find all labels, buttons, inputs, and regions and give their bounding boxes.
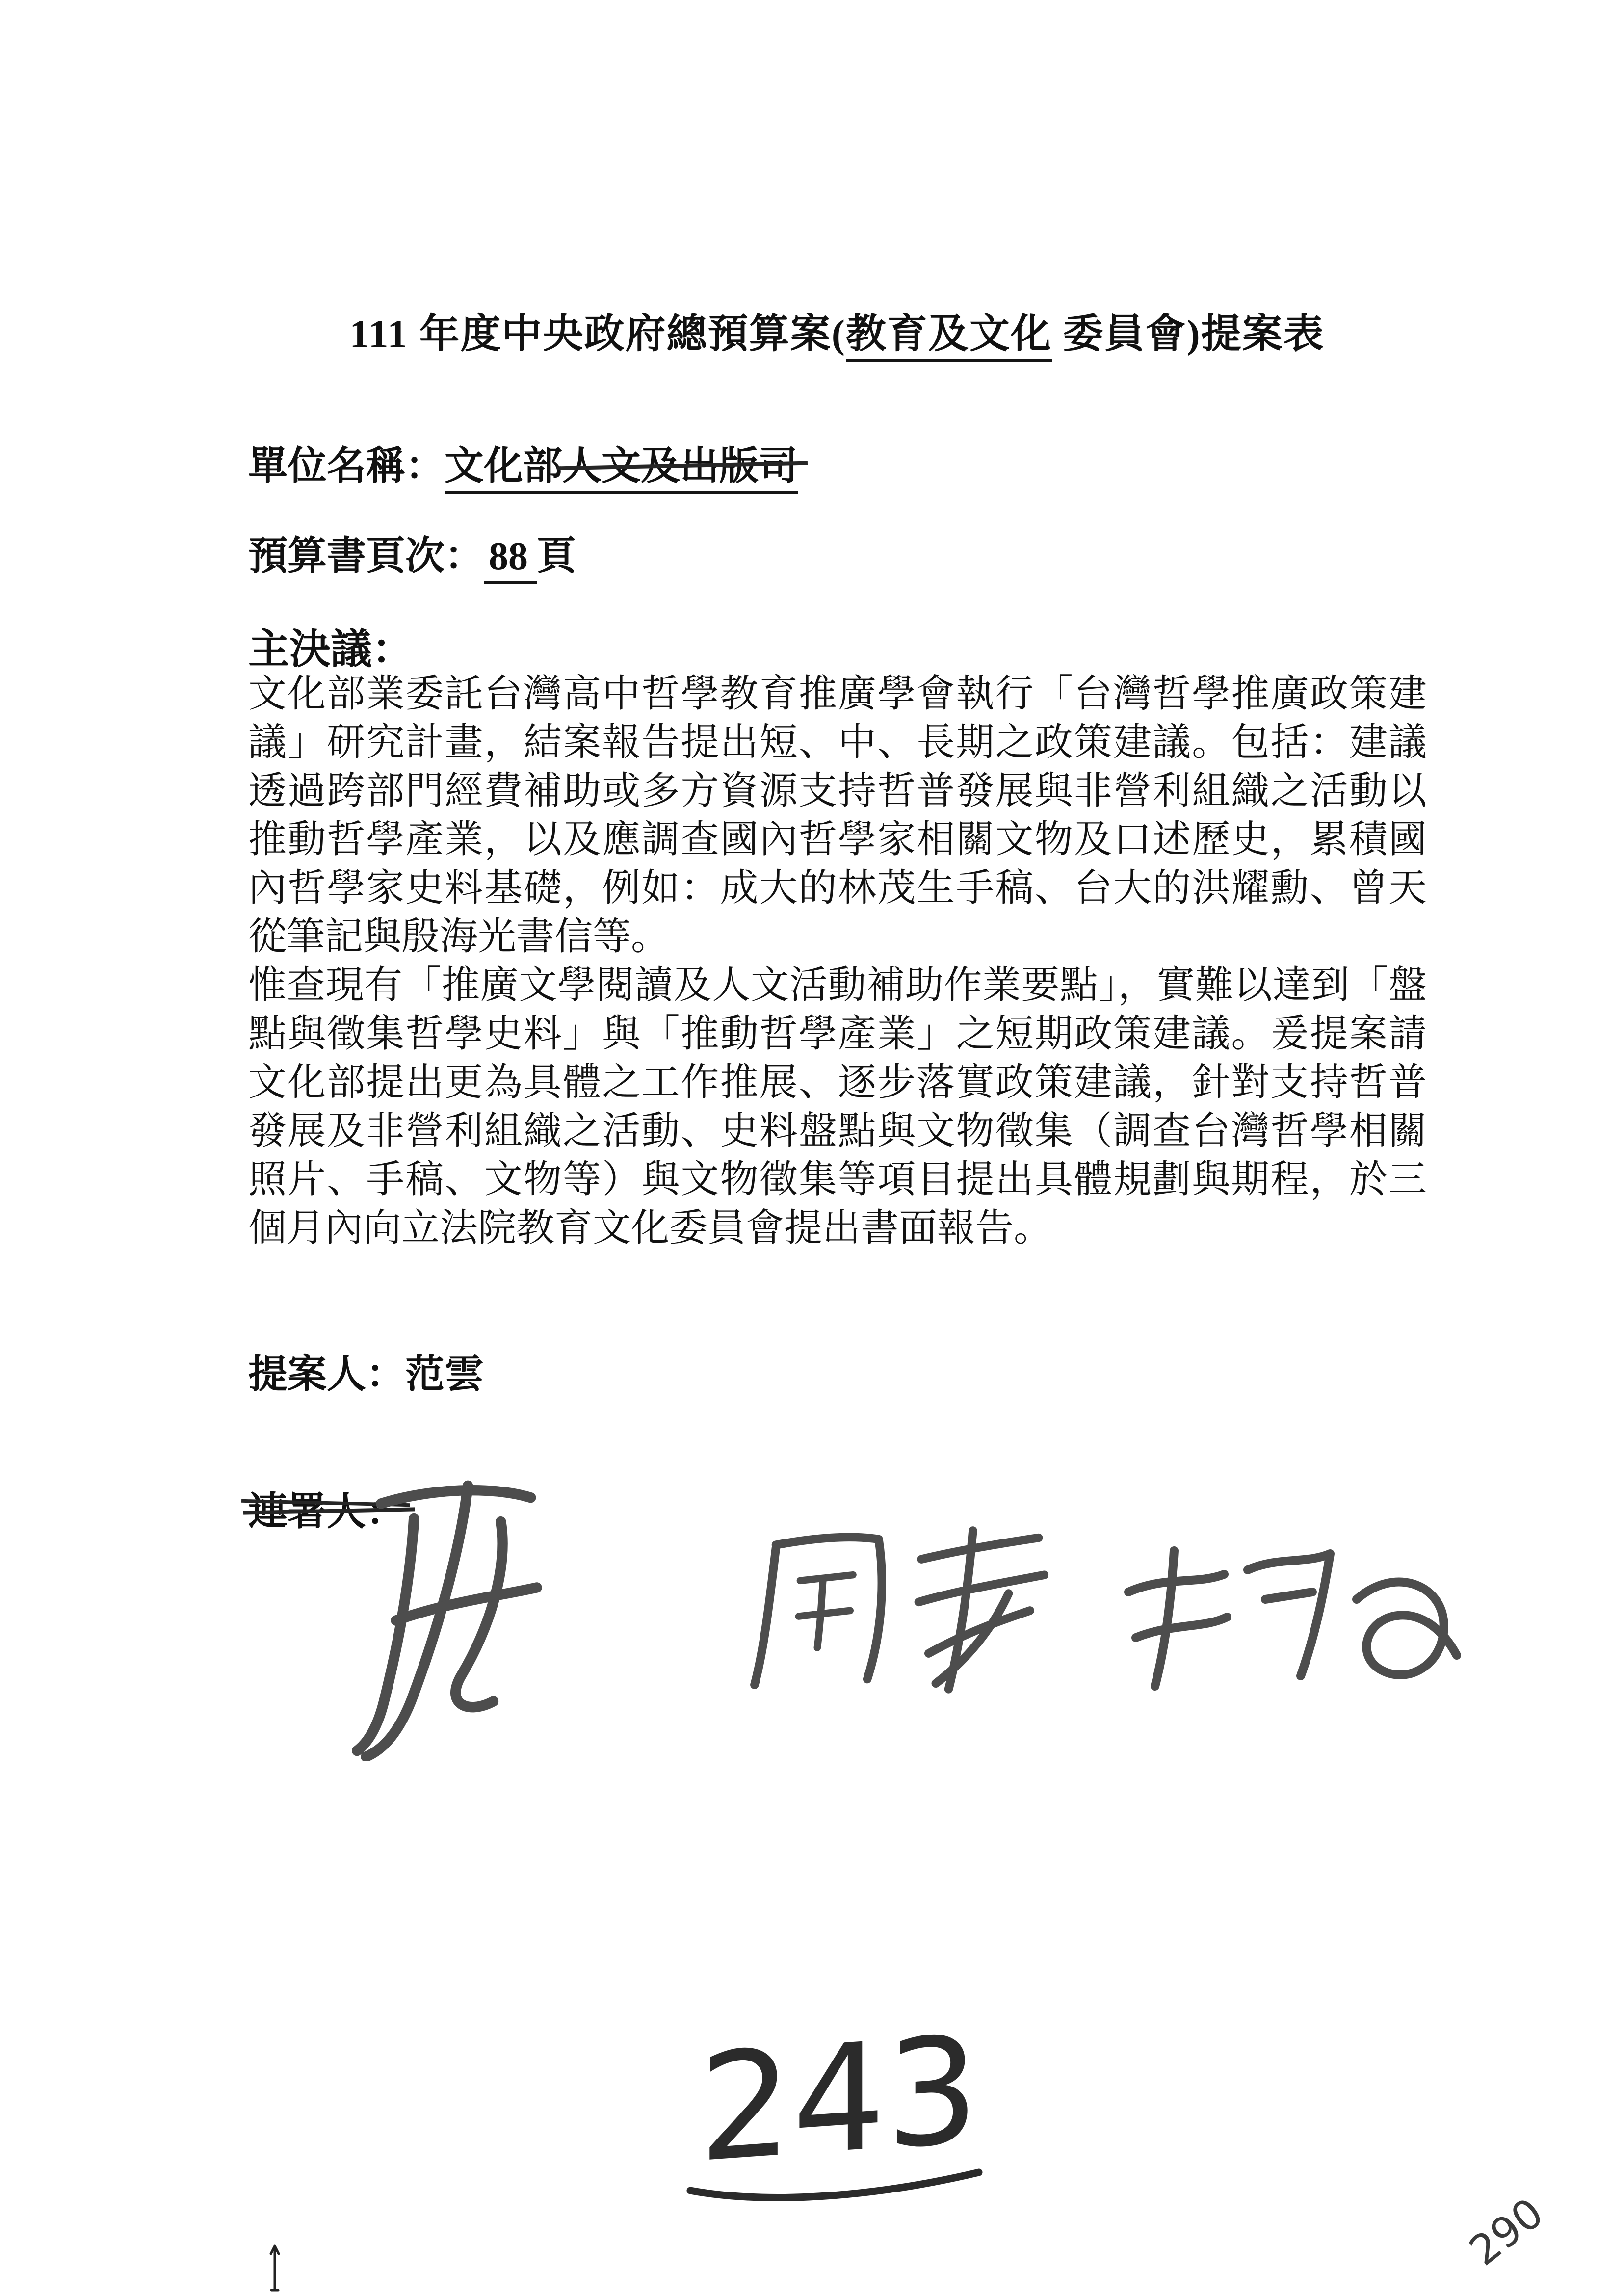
signature-2-image — [736, 1516, 1050, 1702]
budget-page-value: 88 — [484, 535, 537, 584]
corner-page-number: 290 — [1460, 2189, 1552, 2275]
unit-name-label: 單位名稱： — [248, 445, 445, 488]
resolution-paragraph-2: 惟查現有「推廣文學閱讀及人文活動補助作業要點」，實難以達到「盤點與徵集哲學史料」與「推動哲學產業」之短期政策建議。爰提案請文化部提出更為具體之工作推展、逐步落實政策建議，針對支持哲普發展及非營利組織之活動、史料盤點與文物徵集（調查台灣哲學相關照片、手稿、文物等）與文物徵集等項目提出具體規劃與期程，於三個月內向立法院教育文化委員會提出書面報告。 — [248, 964, 1427, 1249]
title-part1: 111 年度中央政府總預算案( — [349, 312, 846, 356]
title-underlined-committee: 教育及文化 — [846, 312, 1052, 362]
document-title — [248, 302, 1426, 359]
resolution-heading: 主決議： — [248, 627, 414, 673]
proposer-label: 提案人： — [248, 1353, 405, 1396]
budget-page-suffix: 頁 — [537, 535, 576, 578]
budget-page-line — [248, 524, 576, 580]
registration-mark-svg — [264, 2242, 286, 2296]
cosigner-label-struck: 連署人： — [248, 1480, 405, 1536]
resolution-paragraph-1: 文化部業委託台灣高中哲學教育推廣學會執行「台灣哲學推廣政策建議」研究計畫，結案報告提出短、中、長期之政策建議。包括：建議透過跨部門經費補助或多方資源支持哲普發展與非營利組織之活動以推動哲學產業，以及應調查國內哲學家相關文物及口述歷史，累積國內哲學家史料基礎，例如：成大的林茂生手稿、台大的洪耀勳、曾天從筆記與殷海光書信等。 — [248, 672, 1427, 958]
unit-value-struck-text: 人文及出版司 — [562, 434, 798, 491]
proposer-line — [248, 1342, 484, 1399]
resolution-body — [248, 669, 1427, 1252]
signature-1-strokes — [324, 1477, 579, 1761]
page-number-underline-svg — [684, 2144, 989, 2213]
proposer-name: 范雲 — [405, 1353, 484, 1396]
registration-mark — [264, 2242, 286, 2296]
unit-value-prefix: 文化部 — [445, 445, 562, 488]
signature-3-strokes — [1104, 1526, 1477, 1702]
handwritten-page-number: 243 — [699, 2004, 979, 2195]
unit-name-line — [248, 434, 798, 491]
signature-3-image — [1104, 1526, 1477, 1702]
unit-name-value — [445, 445, 798, 494]
signature-2-strokes — [736, 1516, 1050, 1702]
page-number-underline-stroke — [684, 2144, 989, 2215]
budget-page-label: 預算書頁次： — [248, 535, 484, 578]
title-part2: 委員會)提案表 — [1051, 312, 1325, 356]
signature-1-image — [324, 1477, 579, 1761]
